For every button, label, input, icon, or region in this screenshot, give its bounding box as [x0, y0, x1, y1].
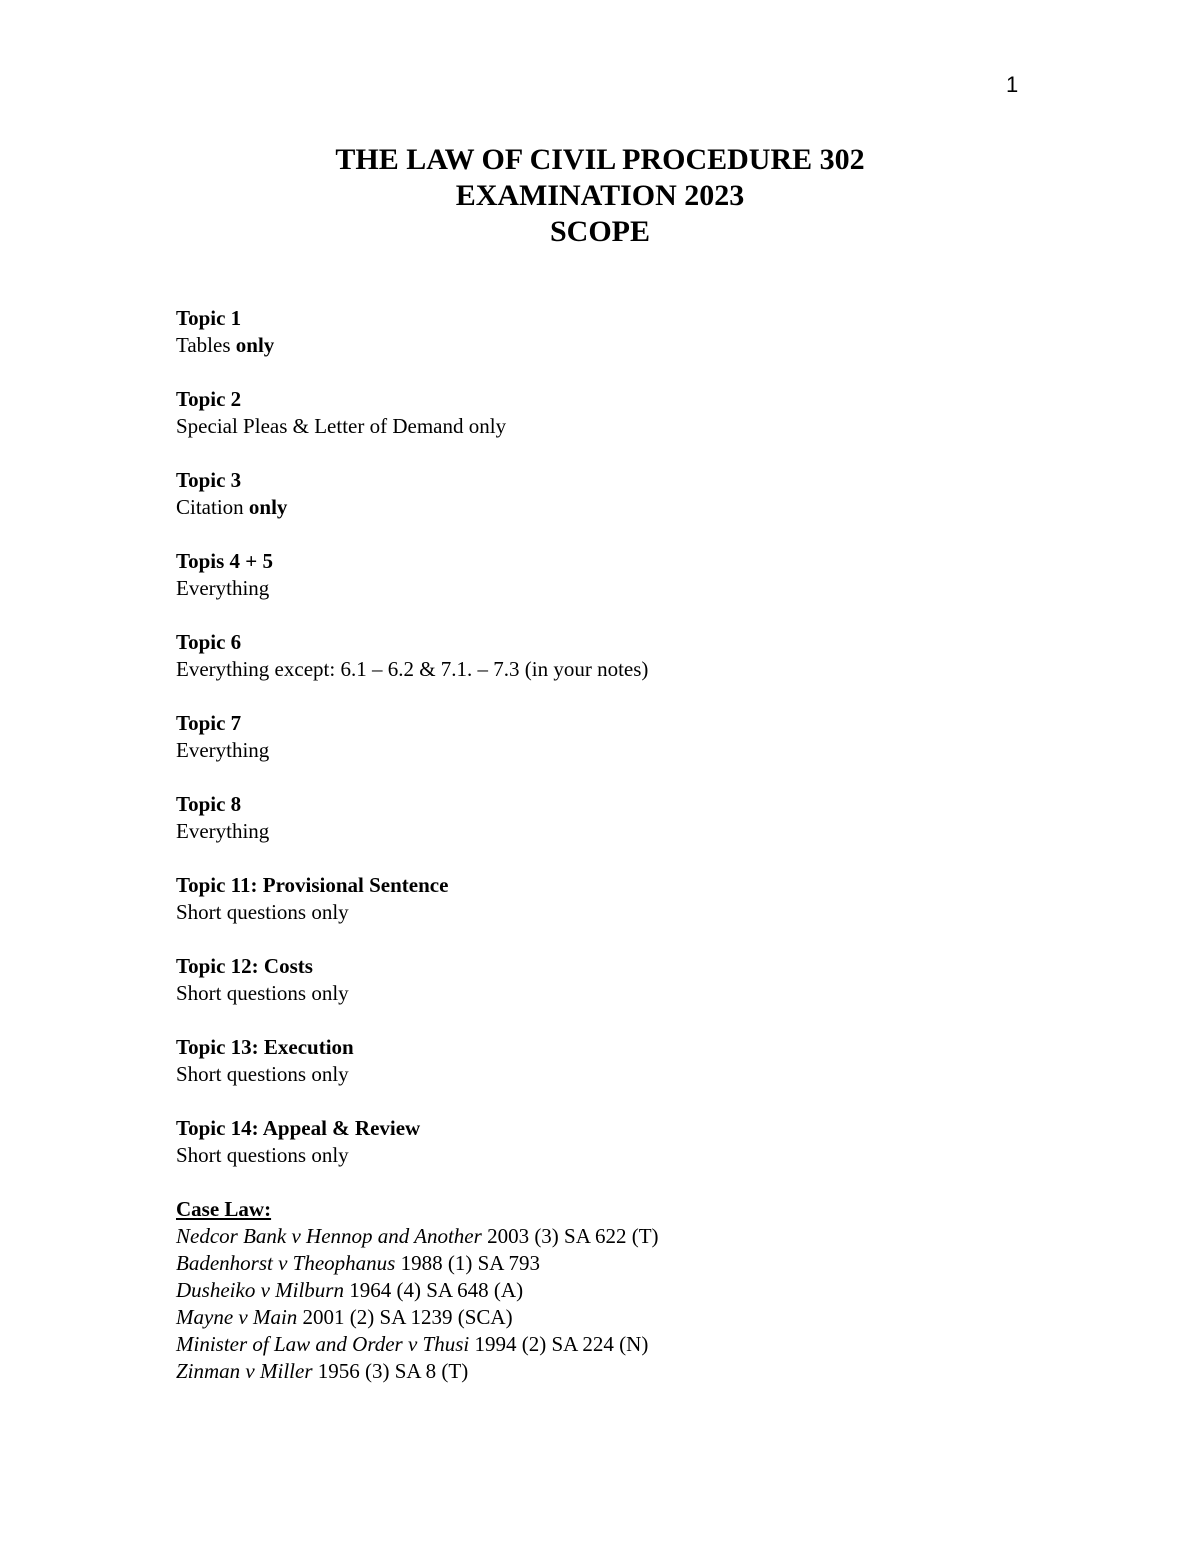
topic-scope-text: Short questions only — [176, 900, 349, 924]
topic-scope-text: Short questions only — [176, 981, 349, 1005]
topic-section — [176, 548, 1076, 602]
topic-scope — [176, 1142, 1076, 1169]
topic-scope — [176, 899, 1076, 926]
topic-scope — [176, 737, 1076, 764]
case-name: Zinman v Miller — [176, 1359, 313, 1383]
document-title — [0, 142, 1200, 250]
topic-scope-text: Short questions only — [176, 1062, 349, 1086]
case-citation: 1956 (3) SA 8 (T) — [312, 1359, 469, 1383]
topic-heading: Topis 4 + 5 — [176, 549, 273, 573]
topic-scope-text: Everything — [176, 738, 270, 762]
case-name: Nedcor Bank v Hennop and Another — [176, 1224, 482, 1248]
topic-scope-text: Short questions only — [176, 1143, 349, 1167]
topic-heading: Topic 6 — [176, 630, 242, 654]
topic-heading: Topic 13: Execution — [176, 1035, 354, 1059]
topic-section — [176, 629, 1076, 683]
topic-scope-text: Everything — [176, 819, 270, 843]
case-entry — [176, 1250, 1076, 1277]
case-law-section — [176, 1196, 1076, 1385]
topic-section — [176, 1034, 1076, 1088]
topic-scope — [176, 332, 1076, 359]
case-name: Badenhorst v Theophanus — [176, 1251, 396, 1275]
topic-section — [176, 710, 1076, 764]
topic-section — [176, 872, 1076, 926]
case-citation: 1994 (2) SA 224 (N) — [469, 1332, 649, 1356]
case-entry — [176, 1304, 1076, 1331]
topic-scope-text: Citation — [176, 495, 249, 519]
case-entry — [176, 1223, 1076, 1250]
case-name: Dusheiko v Milburn — [176, 1278, 344, 1302]
topic-scope-emphasis: only — [235, 333, 275, 357]
topic-scope — [176, 413, 1076, 440]
topic-section — [176, 386, 1076, 440]
case-citation: 1964 (4) SA 648 (A) — [343, 1278, 524, 1302]
topic-heading: Topic 1 — [176, 306, 242, 330]
case-entry — [176, 1358, 1076, 1385]
title-line-course: THE LAW OF CIVIL PROCEDURE 302 — [335, 143, 865, 176]
topic-scope — [176, 980, 1076, 1007]
topic-heading: Topic 12: Costs — [176, 954, 313, 978]
topic-heading: Topic 3 — [176, 468, 242, 492]
case-citation: 1988 (1) SA 793 — [395, 1251, 541, 1275]
topic-scope — [176, 1061, 1076, 1088]
case-entry — [176, 1277, 1076, 1304]
topic-section — [176, 305, 1076, 359]
topic-heading: Topic 8 — [176, 792, 242, 816]
topic-heading: Topic 2 — [176, 387, 242, 411]
topic-scope — [176, 818, 1076, 845]
title-line-scope: SCOPE — [549, 215, 651, 248]
topic-heading: Topic 7 — [176, 711, 242, 735]
topic-section — [176, 791, 1076, 845]
case-name: Mayne v Main — [176, 1305, 298, 1329]
case-law-heading: Case Law: — [176, 1197, 272, 1221]
case-name: Minister of Law and Order v Thusi — [176, 1332, 470, 1356]
case-citation: 2003 (3) SA 622 (T) — [481, 1224, 659, 1248]
topic-scope-text: Tables — [176, 333, 236, 357]
topic-scope-text: Everything except: 6.1 – 6.2 & 7.1. – 7.3 (in your notes) — [176, 657, 649, 681]
topic-section — [176, 467, 1076, 521]
topic-scope-emphasis: only — [248, 495, 288, 519]
topic-scope — [176, 575, 1076, 602]
topic-heading: Topic 11: Provisional Sentence — [176, 873, 449, 897]
topic-scope-text: Everything — [176, 576, 270, 600]
case-entry — [176, 1331, 1076, 1358]
topic-scope — [176, 656, 1076, 683]
topic-heading: Topic 14: Appeal & Review — [176, 1116, 421, 1140]
title-line-exam: EXAMINATION 2023 — [455, 179, 745, 212]
topic-section — [176, 1115, 1076, 1169]
case-citation: 2001 (2) SA 1239 (SCA) — [297, 1305, 513, 1329]
topic-scope-text: Special Pleas & Letter of Demand only — [176, 414, 507, 438]
scope-content — [176, 305, 1076, 1385]
page-number: 1 — [1006, 72, 1019, 97]
topic-section — [176, 953, 1076, 1007]
topic-scope — [176, 494, 1076, 521]
